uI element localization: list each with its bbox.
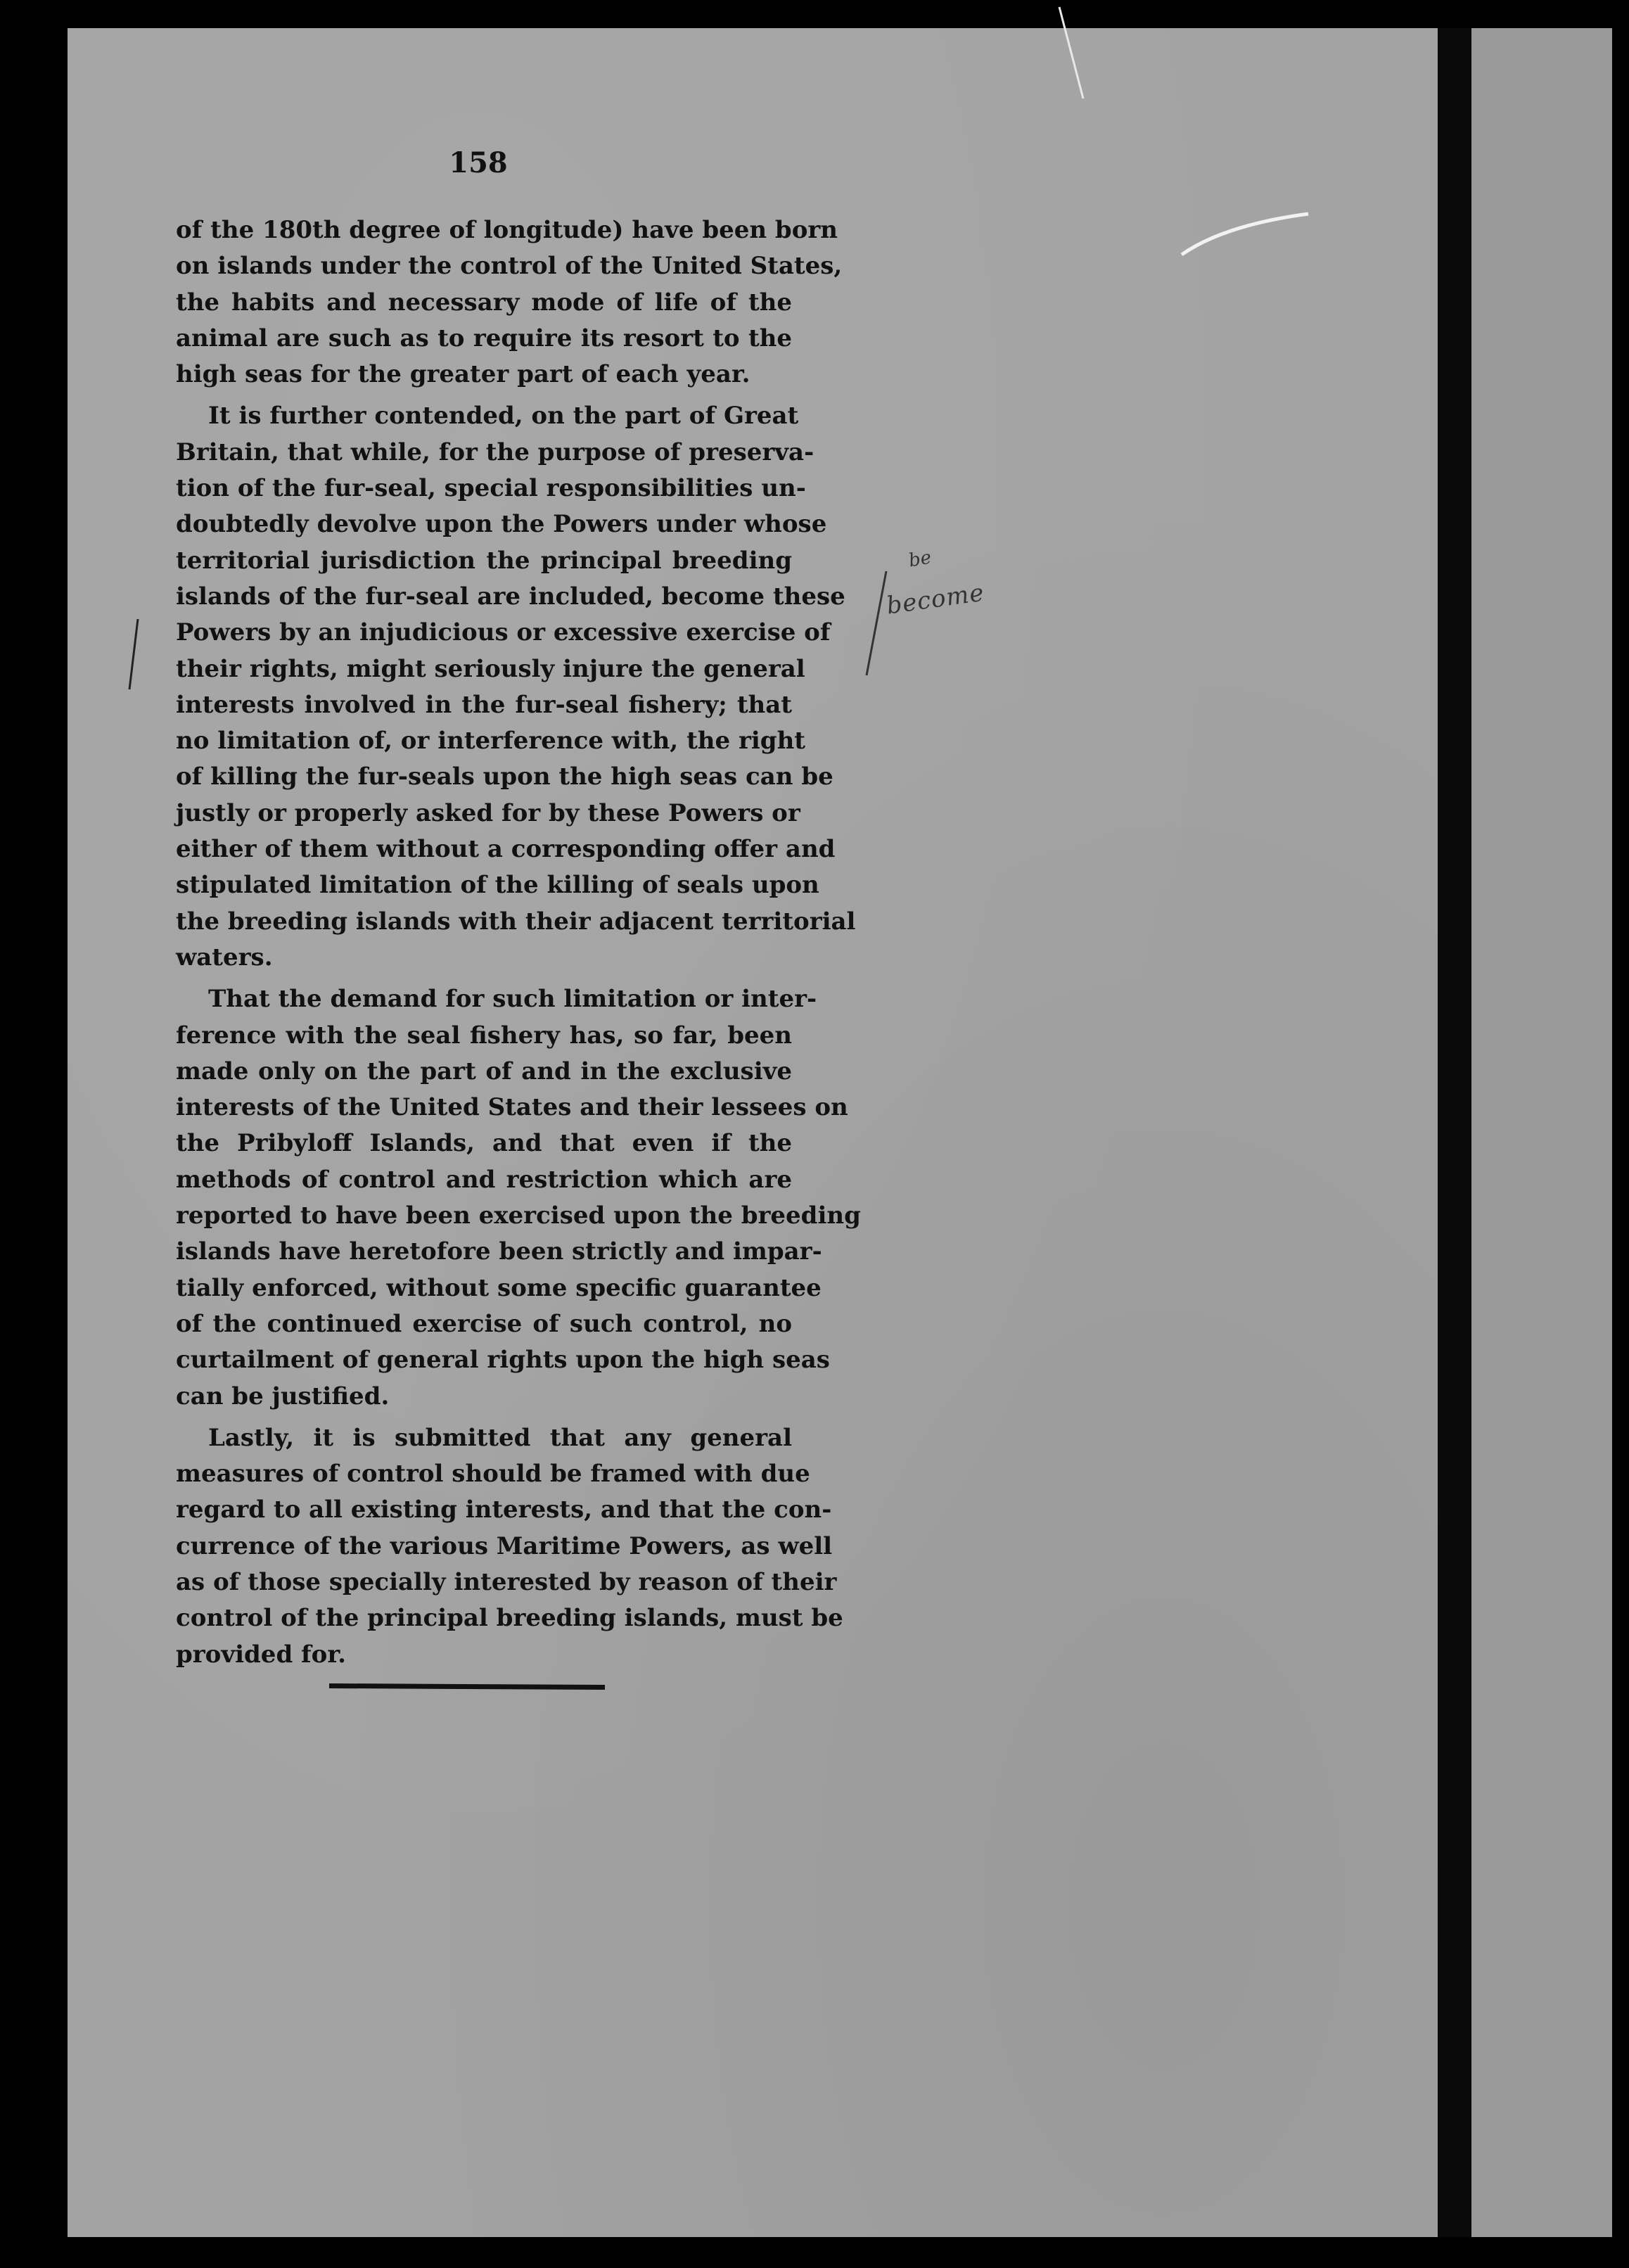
text-line: ference with the seal fishery has, so far, been (176, 1021, 792, 1050)
text-line: animal are such as to require its resort to the (176, 324, 792, 352)
text-line: tion of the fur-seal, special responsibilities un- (176, 474, 806, 503)
text-line: of killing the fur-seals upon the high seas can be (176, 763, 833, 791)
paragraph (176, 212, 843, 393)
text-line: the Pribyloff Islands, and that even if the (176, 1129, 792, 1158)
text-line: the habits and necessary mode of life of the (176, 288, 792, 317)
text-line: reported to have been exercised upon the breeding (176, 1202, 861, 1230)
text-line: the breeding islands with their adjacent territorial (176, 907, 856, 936)
paragraph (176, 981, 861, 1415)
text-line: waters. (176, 943, 273, 971)
text-line: Britain, that while, for the purpose of preserva- (176, 438, 814, 466)
text-line: islands have heretofore been strictly and impar- (176, 1237, 822, 1266)
text-line: regard to all existing interests, and that the con- (176, 1496, 832, 1524)
text-line: doubtedly devolve upon the Powers under whose (176, 510, 827, 539)
text-line: curtailment of general rights upon the high seas (176, 1346, 830, 1375)
text-line: of the 180th degree of longitude) have been born (176, 216, 838, 244)
text-line: measures of control should be framed with due (176, 1460, 810, 1489)
text-line: of the continued exercise of such control, no (176, 1309, 792, 1338)
adjacent-page-edge (1471, 28, 1612, 2237)
margin-annotation-upper: be (907, 547, 933, 572)
page-gutter (1438, 28, 1471, 2237)
text-line: no limitation of, or interference with, the right (176, 727, 805, 756)
text-line: stipulated limitation of the killing of seals upon (176, 871, 819, 900)
text-line: can be justified. (176, 1382, 390, 1410)
text-line: as of those specially interested by reason of their (176, 1567, 837, 1596)
text-line: territorial jurisdiction the principal breeding (176, 546, 792, 575)
text-line: interests involved in the fur-seal fishery; that (176, 690, 792, 719)
text-line: made only on the part of and in the exclusive (176, 1057, 792, 1085)
text-line: high seas for the greater part of each year. (176, 360, 750, 389)
text-line: It is further contended, on the part of Great (208, 402, 799, 431)
margin-annotation-handwritten: become (884, 578, 986, 620)
text-line: Lastly, it is submitted that any general (208, 1423, 792, 1452)
text-line: control of the principal breeding islands, must be (176, 1604, 843, 1633)
paragraph (176, 398, 856, 976)
text-line: methods of control and restriction which are (176, 1165, 792, 1194)
text-line: Powers by an injudicious or excessive exercise of (176, 618, 831, 647)
text-line: tially enforced, without some specific guarantee (176, 1273, 822, 1302)
page-number: 158 (449, 146, 508, 179)
paragraph (176, 1420, 843, 1673)
text-line: their rights, might seriously injure the general (176, 654, 805, 683)
text-line: either of them without a corresponding offer and (176, 835, 836, 864)
text-line: justly or properly asked for by these Powers or (176, 798, 800, 827)
text-line: islands of the fur-seal are included, become these (176, 582, 845, 611)
body-text (176, 212, 861, 1678)
text-line: That the demand for such limitation or inter- (208, 985, 817, 1014)
text-line: on islands under the control of the United States, (176, 252, 843, 281)
text-line: provided for. (176, 1640, 346, 1669)
text-line: currence of the various Maritime Powers, as well (176, 1531, 833, 1560)
text-line: interests of the United States and their lessees on (176, 1093, 848, 1122)
